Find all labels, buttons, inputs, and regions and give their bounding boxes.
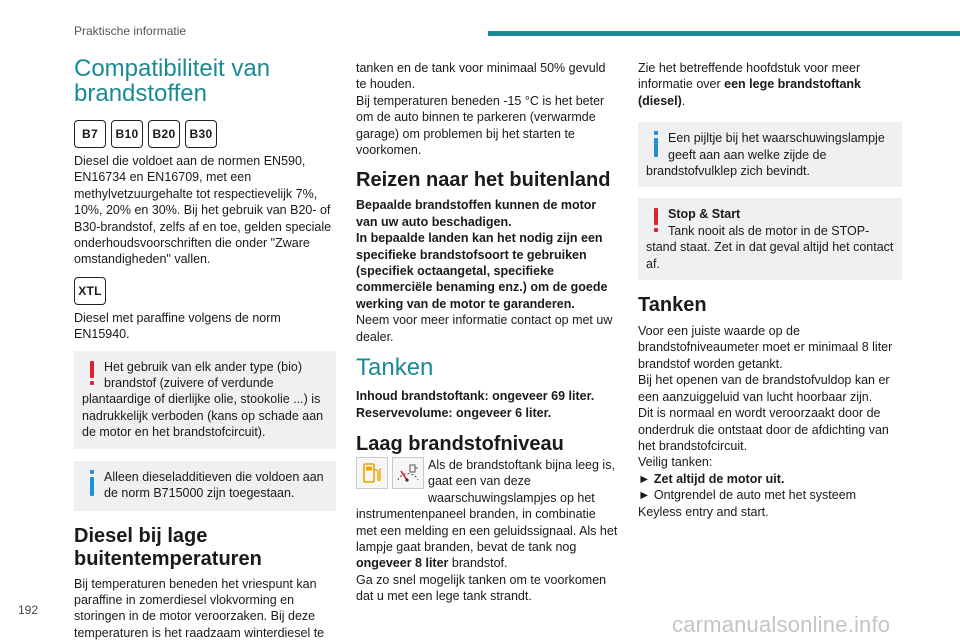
garage-paragraph: Bij temperaturen beneden -15 °C is het beter om de auto binnen te parkeren (verwarmde garage) om problemen bij het starten te voorkomen. [356,93,619,159]
step-text: Ontgrendel de auto met het systeem Keyless entry and start. [638,488,856,518]
diesel-norms-paragraph: Diesel die voldoet aan de normen EN590, EN16734 en EN16709, met een methylvetzuurgehalte tot respectievelijk 7%, 10%, 20% en 30%. Bij het gebruik van B20- of B30-brandstof, zelfs af en toe, gelden speciale onderhoudsvoorschriften die onder "Zware omstandigheden" vallen. [74,153,336,268]
reserve-volume: Reservevolume: ongeveer 6 liter. [356,405,619,421]
watermark: carmanualsonline.info [672,612,890,638]
tank-half-paragraph: tanken en de tank voor minimaal 50% gevuld te houden. [356,60,619,93]
vacuum-explanation-paragraph: Dit is normaal en wordt veroorzaakt door de onderdruk die ontstaat door de afdichting van het brandstofcircuit. [638,405,902,454]
reference-text-end: . [682,94,685,108]
low-fuel-block [356,457,619,572]
xtl-badge-row [74,277,336,305]
warning-text: Het gebruik van elk ander type (bio) brandstof (zuivere of verdunde plantaardige of dierlijke olie, stookolie ...) is nadrukkelijk verboden (kans op schade aan de motor en het brandstofcircuit). [82,360,323,440]
info-icon [82,469,102,497]
safe-refuel-label: Veilig tanken: [638,454,902,470]
low-fuel-text-start: Als de brandstoftank bijna leeg is, gaat een van deze waarschuwingslampjes op het instrumentenpaneel branden, in combinatie met een melding en een geluidssignaal. Als het lampje gaat branden, bevat de tank nog [356,458,617,554]
warning-callout-stop-start [638,198,902,280]
info-text: Alleen dieseladditieven die voldoen aan de norm B715000 zijn toegestaan. [104,470,324,500]
info-icon [646,130,666,158]
fuel-badge-xtl: XTL [74,277,106,305]
fuel-badge-b20: B20 [148,120,180,148]
step-unlock [638,487,902,520]
section-title-tanken-capacity: Tanken [356,355,619,380]
column-right [638,60,902,520]
low-fuel-text-end: brandstof. [448,556,507,570]
section-title-laag-niveau: Laag brandstofniveau [356,433,619,456]
fuel-badge-b10: B10 [111,120,143,148]
warning-icon [646,206,666,234]
step-engine-off [638,471,902,487]
paraffine-paragraph: Diesel met paraffine volgens de norm EN15940. [74,310,336,343]
running-header: Praktische informatie [74,24,186,38]
section-title-compatibiliteit: Compatibiliteit van brandstoffen [74,56,336,106]
suction-noise-paragraph: Bij het openen van de brandstofvuldop kan er een aanzuiggeluid van lucht hoorbaar zijn. [638,372,902,405]
reference-bold: een lege brandstoftank (diesel) [638,77,861,107]
fuel-pump-warning-icon [356,457,388,489]
reference-text-start: Zie het betreffende hoofdstuk voor meer informatie over [638,61,860,91]
info-callout-additives [74,461,336,511]
arrow-icon: ► [638,472,650,486]
column-middle [356,60,619,605]
refuel-soon-paragraph: Ga zo snel mogelijk tanken om te voorkomen dat u met een lege tank strandt. [356,572,619,605]
fuel-gauge-arrow-icon [392,457,424,489]
warning-text: Tank nooit als de motor in de STOP-stand staat. Zet in dat geval altijd het contact af. [646,224,893,271]
column-left [74,56,336,641]
section-title-tanken: Tanken [638,294,902,317]
header-accent-bar [488,31,960,36]
winter-diesel-paragraph: Bij temperaturen beneden het vriespunt kan paraffine in zomerdiesel vlokvorming en storingen in de motor veroorzaken. Bij deze temperaturen is het raadzaam winterdiesel te [74,576,336,641]
empty-tank-reference [638,60,902,109]
section-title-lage-temperaturen: Diesel bij lage buitentemperaturen [74,525,336,571]
low-fuel-amount: ongeveer 8 liter [356,556,448,570]
warning-title: Stop & Start [668,207,740,221]
fuel-badge-b7: B7 [74,120,106,148]
fuel-damage-warning: Bepaalde brandstoffen kunnen de motor van uw auto beschadigen. [356,197,619,230]
country-fuel-note: In bepaalde landen kan het nodig zijn een specifieke brandstofsoort te gebruiken (specifiek octaangetal, specifieke commerciële benaming enz.) om de goede werking van de motor te garanderen. [356,230,619,312]
tank-capacity: Inhoud brandstoftank: ongeveer 69 liter. [356,388,619,404]
info-text: Een pijltje bij het waarschuwingslampje geeft aan aan welke zijde de brandstofvulklep zich bevindt. [646,131,885,178]
warning-callout-fuel-types [74,351,336,449]
arrow-icon: ► [638,488,650,502]
dealer-contact-paragraph: Neem voor meer informatie contact op met uw dealer. [356,312,619,345]
step-text: Zet altijd de motor uit. [654,472,785,486]
info-callout-flap-side [638,122,902,187]
page-number: 192 [18,603,38,617]
fuel-badge-b30: B30 [185,120,217,148]
min-refuel-paragraph: Voor een juiste waarde op de brandstofniveaumeter moet er minimaal 8 liter brandstof worden getankt. [638,323,902,372]
fuel-badges [74,120,336,148]
warning-lamp-icons [356,457,424,489]
warning-icon [82,359,102,387]
section-title-buitenland: Reizen naar het buitenland [356,169,619,192]
